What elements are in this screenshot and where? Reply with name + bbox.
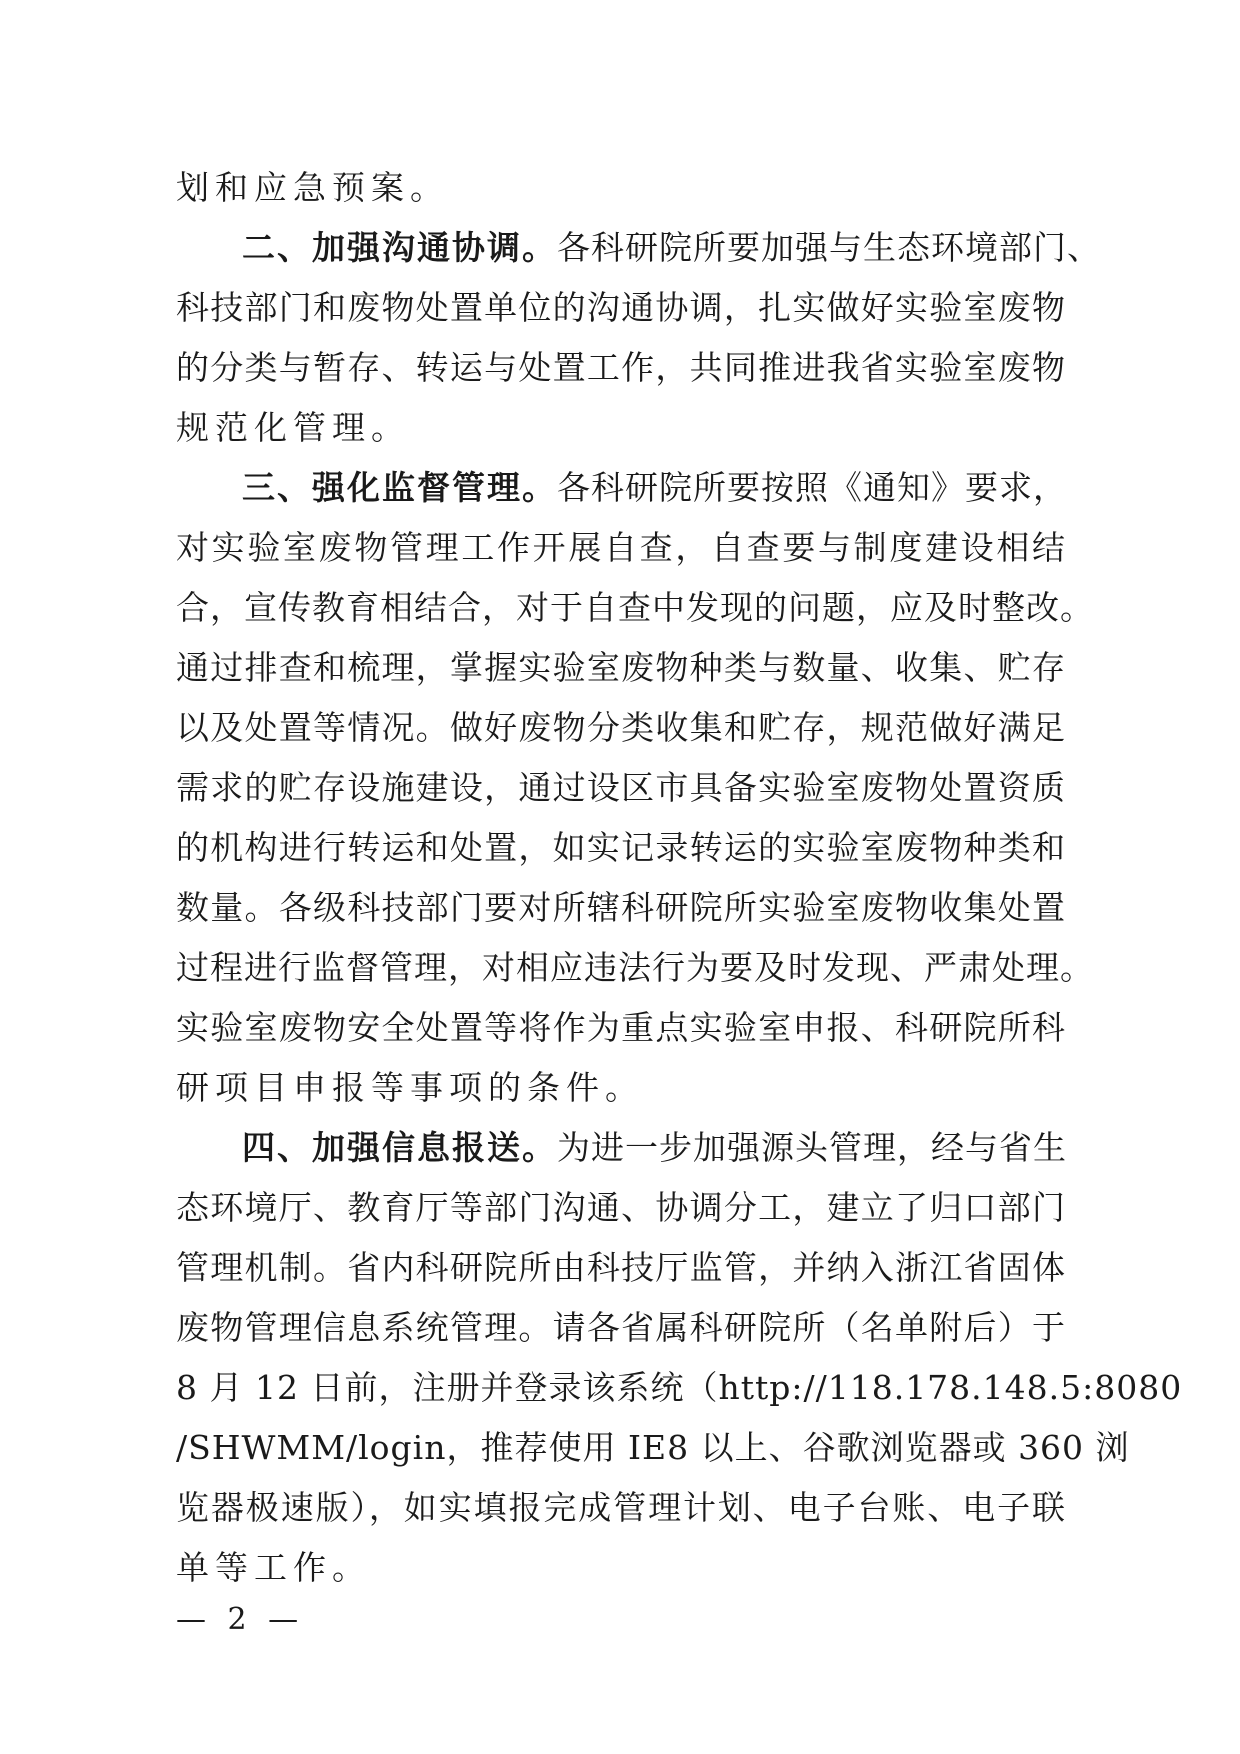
- body-text-line: 过程进行监督管理，对相应违法行为要及时发现、严肃处理。: [176, 948, 1094, 987]
- body-text-line: 实验室废物安全处置等将作为重点实验室申报、科研院所科: [176, 1008, 1066, 1047]
- paragraph-two-line: [242, 218, 1101, 278]
- body-text-line: 对实验室废物管理工作开展自查，自查要与制度建设相结: [176, 528, 1066, 567]
- body-text-line: 需求的贮存设施建设，通过设区市具备实验室废物处置资质: [176, 768, 1066, 807]
- body-text: 各科研院所要按照《通知》要求，: [557, 468, 1067, 507]
- body-text-line: 科技部门和废物处置单位的沟通协调，扎实做好实验室废物: [176, 288, 1066, 327]
- body-text: 各科研院所要加强与生态环境部门、: [557, 228, 1101, 267]
- body-text-line: 合，宣传教育相结合，对于自查中发现的问题，应及时整改。: [176, 588, 1094, 627]
- body-text-line: 的机构进行转运和处置，如实记录转运的实验室废物种类和: [176, 828, 1066, 867]
- body-text-line-url: 8 月 12 日前，注册并登录该系统（http://118.178.148.5:8080: [176, 1368, 1183, 1407]
- page-number: — 2 —: [176, 1602, 305, 1637]
- body-text-line: 管理机制。省内科研院所由科技厅监管，并纳入浙江省固体: [176, 1248, 1066, 1287]
- body-text-line-url: /SHWMM/login，推荐使用 IE8 以上、谷歌浏览器或 360 浏: [176, 1428, 1130, 1467]
- body-text-line: 数量。各级科技部门要对所辖科研院所实验室废物收集处置: [176, 888, 1066, 927]
- body-text-line: 废物管理信息系统管理。请各省属科研院所（名单附后）于: [176, 1308, 1066, 1347]
- body-text-line: 览器极速版），如实填报完成管理计划、电子台账、电子联: [176, 1488, 1066, 1527]
- section-heading-communication: 二、加强沟通协调。: [242, 228, 557, 267]
- section-heading-supervision: 三、强化监督管理。: [242, 468, 557, 507]
- body-text-line: 通过排查和梳理，掌握实验室废物种类与数量、收集、贮存: [176, 648, 1066, 687]
- section-heading-reporting: 四、加强信息报送。: [242, 1128, 557, 1167]
- body-text-line: 研项目申报等事项的条件。: [176, 1068, 644, 1107]
- body-text-line: 规范化管理。: [176, 408, 410, 447]
- body-text: 为进一步加强源头管理，经与省生: [557, 1128, 1067, 1167]
- paragraph-three-line: [242, 458, 1066, 518]
- body-text-line: 单等工作。: [176, 1548, 371, 1587]
- body-text-line: 的分类与暂存、转运与处置工作，共同推进我省实验室废物: [176, 348, 1066, 387]
- paragraph-four-line: [242, 1118, 1066, 1178]
- body-text-line: 划和应急预案。: [176, 168, 449, 207]
- body-text-line: 以及处置等情况。做好废物分类收集和贮存，规范做好满足: [176, 708, 1066, 747]
- body-text-line: 态环境厅、教育厅等部门沟通、协调分工，建立了归口部门: [176, 1188, 1066, 1227]
